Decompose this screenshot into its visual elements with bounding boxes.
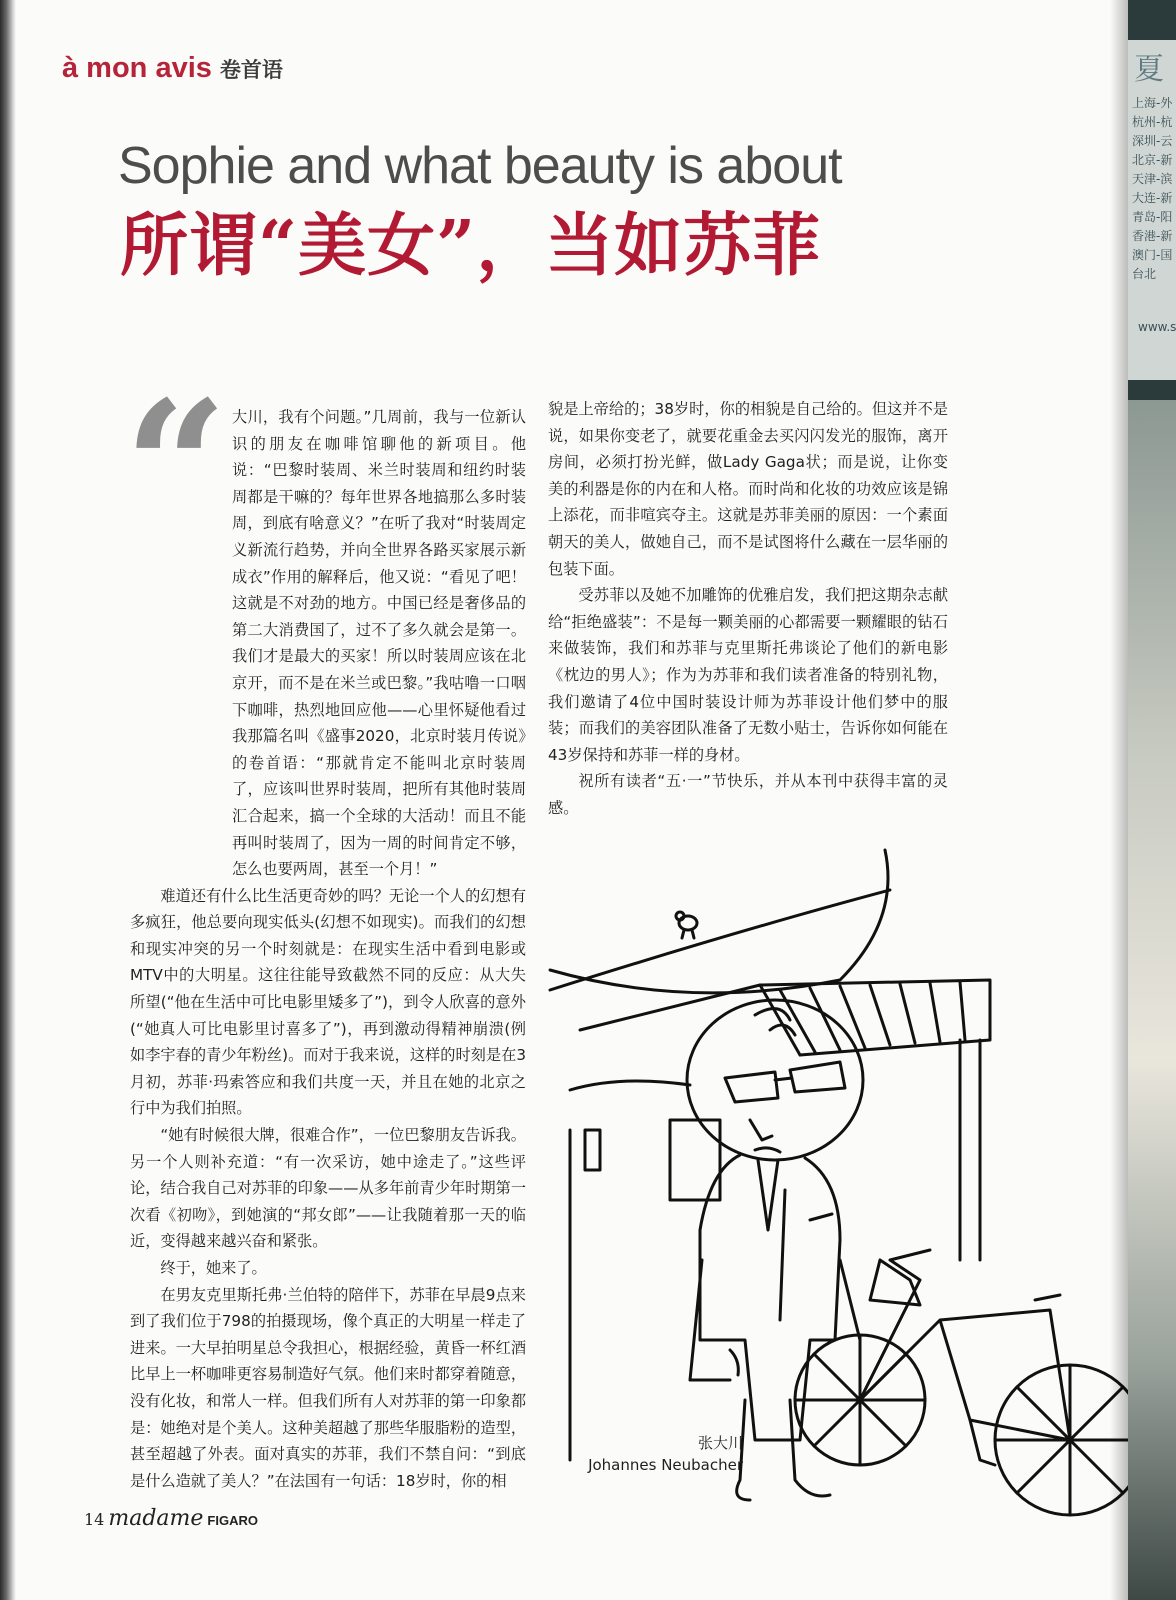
man-head — [687, 1000, 863, 1160]
next-page-edge — [1128, 0, 1176, 1600]
city-line: 天津-滨 — [1132, 172, 1173, 186]
article-paragraph: 在男友克里斯托弗·兰伯特的陪伴下，苏菲在早晨9点来到了我们位于798的拍摄现场，像个真正的大明星一样走了进来。一大早拍明星总令我担心，根据经验，黄昏一杯红酒比早上一杯咖啡更容易制造好气氛。他们来时都穿着随意，没有化妆，和常人一样。但我们所有人对苏菲的第一印象都是：她绝对是个美人。这种美超越了那些华服脂粉的造型，甚至超越了外表。面对真实的苏菲，我们不禁自问：“到底是什么造就了美人？”在法国有一句话：18岁时，你的相 — [130, 1285, 526, 1490]
next-page-city-list — [1132, 94, 1172, 284]
article-paragraph: 貌是上帝给的；38岁时，你的相貌是自己给的。但这并不是说，如果你变老了，就要花重金去买闪闪发光的服饰，离开房间，必须打扮光鲜，做Lady Gaga状；而是说，让你变美的利器是你的内在和人格。而时尚和化妆的功效应该是锦上添花，而非喧宾夺主。这就是苏菲美丽的原因：一个素面朝天的美人，做她自己，而不是试图将什么藏在一层华丽的包装下面。 — [548, 400, 948, 578]
article-paragraph: 受苏菲以及她不加雕饰的优雅启发，我们把这期杂志献给“拒绝盛装”：不是每一颗美丽的心都需要一颗耀眼的钻石来做装饰，我们和苏菲与克里斯托弗谈论了他们的新电影《枕边的男人》；作为为苏菲和我们读者准备的特别礼物，我们邀请了4位中国时装设计师为苏菲设计他们梦中的服装；而我们的美容团队准备了无数小贴士，告诉你如何能在43岁保持和苏菲一样的身材。 — [548, 586, 948, 764]
next-page-url: www.s — [1138, 320, 1176, 334]
city-line: 青岛-阳 — [1132, 210, 1173, 224]
caption-english-name: Johannes Neubacher — [588, 1456, 744, 1474]
page-edge-shadow — [1110, 0, 1128, 1600]
article-paragraph: 大川，我有个问题。”几周前，我与一位新认识的朋友在咖啡馆聊他的新项目。他说：“巴黎时装周、米兰时装周和纽约时装周都是干嘛的？每年世界各地搞那么多时装周，到底有啥意义？”在听了我对“时装周定义新流行趋势，并向全世界各路买家展示新成衣”作用的解释后，他又说：“看见了吧！这就是不对劲的地方。中国已经是奢侈品的第二大消费国了，过不了多久就会是第一。我们才是最大的买家！所以时装周应该在北京开，而不是在米兰或巴黎。”我咕噜一口咽下咖啡，热烈地回应他——心里怀疑他看过我那篇名叫《盛事2020，北京时装月传说》的卷首语：“那就肯定不能叫北京时装周了，应该叫世界时装周，把所有其他时装周汇合起来，搞一个全球的大活动！而且不能再叫时装周了，因为一周的时间肯定不够，怎么也要两周，甚至一个月！” — [232, 408, 526, 879]
city-line: 杭州-杭 — [1132, 115, 1173, 129]
next-page-photo — [1128, 400, 1176, 1600]
city-line: 澳门-国 — [1132, 248, 1173, 262]
power-line — [550, 890, 890, 990]
page-footer — [84, 1506, 258, 1531]
wall-top — [570, 1081, 690, 1090]
city-line: 上海-外 — [1132, 96, 1173, 110]
brand-wordmark: FIGARO — [207, 1513, 258, 1528]
caption-chinese-name: 张大川 — [698, 1434, 744, 1452]
article-paragraph: 祝所有读者“五·一”节快乐，并从本刊中获得丰富的灵感。 — [548, 772, 948, 817]
title-english: Sophie and what beauty is about — [118, 137, 842, 195]
section-label-french: à mon avis — [62, 52, 212, 84]
roof — [580, 980, 990, 1055]
bird-icon — [676, 912, 697, 938]
bicycle — [795, 1250, 1128, 1515]
city-line: 北京-新 — [1132, 153, 1173, 167]
next-page-heading-char: 夏 — [1134, 52, 1164, 87]
section-label-chinese: 卷首语 — [219, 58, 283, 82]
magazine-wordmark: madame — [108, 1506, 204, 1531]
title-chinese: 所谓“美女”，当如苏菲 — [120, 206, 822, 286]
article-column-right — [548, 396, 948, 822]
city-line: 台北 — [1132, 267, 1157, 281]
article-paragraph: “她有时候很大牌，很难合作”，一位巴黎朋友告诉我。另一个人则补充道：“有一次采访，她中途走了。”这些评论，结合我自己对苏菲的印象——从多年前青少年时期第一次看《初吻》，到她演的“邦女郎”——让我随着那一天的临近，变得越来越兴奋和紧张。 — [130, 1126, 526, 1251]
illustration-caption — [584, 1432, 743, 1476]
city-line: 香港-新 — [1132, 229, 1173, 243]
city-line: 大连-新 — [1132, 191, 1173, 205]
article-paragraph: 终于，她来了。 — [160, 1259, 267, 1277]
page-number: 14 — [84, 1510, 105, 1529]
article-paragraph: 难道还有什么比生活更奇妙的吗？无论一个人的幻想有多疯狂，他总要向现实低头(幻想不如现实)。而我们的幻想和现实冲突的另一个时刻就是：在现实生活中看到电影或MTV中的大明星。这往往能导致截然不同的反应：从大失所望(“他在生活中可比电影里矮多了”)，到令人欣喜的意外(“她真人可比电影里讨喜多了”)，再到激动得精神崩溃(例如李宇春的青少年粉丝)。而对于我来说，这样的时刻是在3月初，苏菲·玛索答应和我们共度一天，并且在她的北京之行中为我们拍照。 — [130, 886, 526, 1118]
power-line — [550, 850, 888, 993]
section-label — [62, 52, 283, 85]
open-quote-mark: “ — [124, 362, 228, 573]
city-line: 深圳-云 — [1132, 134, 1173, 148]
window — [570, 1130, 600, 1460]
page-spine — [0, 0, 16, 1600]
article-column-left — [130, 404, 526, 1494]
